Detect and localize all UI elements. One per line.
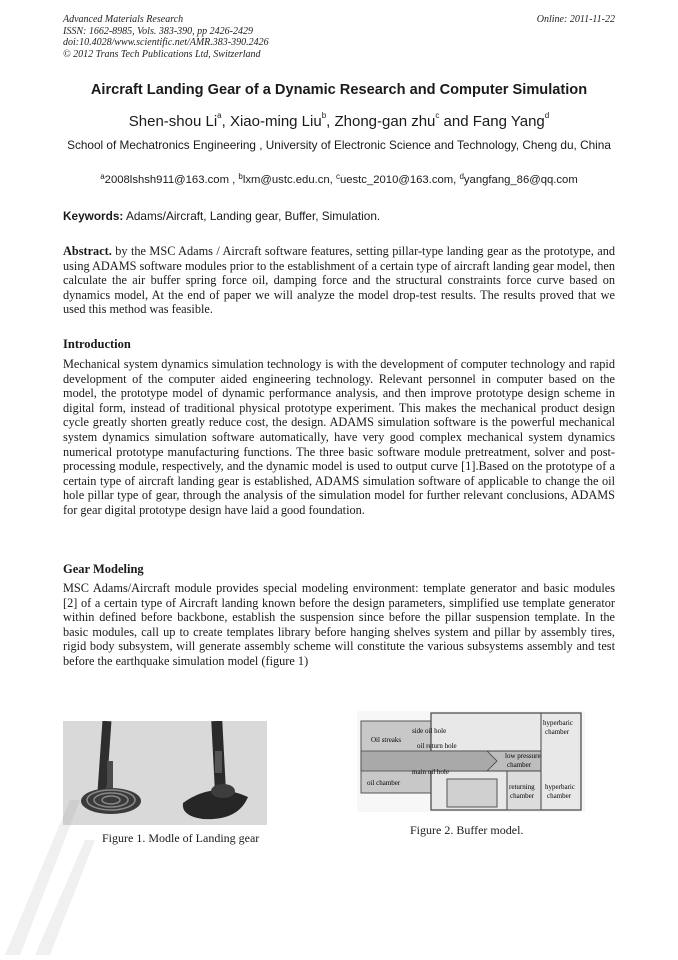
label-hyperbaric-top: hyperbaric [543,719,573,727]
label-side-oil-hole: side oil hole [412,727,447,735]
introduction-heading: Introduction [63,337,131,351]
label-hyperbaric-bottom: hyperbaric [545,783,575,791]
email-address[interactable]: uestc_2010@163.com, [339,174,457,186]
issn-line: ISSN: 1662-8985, Vols. 383-390, pp 2426-2429 [63,25,253,37]
label-low-pressure: low pressure [505,752,541,760]
journal-header [63,14,269,60]
label-chamber-top: chamber [545,728,570,736]
watermark-logo [0,780,140,960]
label-chamber-bottom-2: chamber [547,792,572,800]
abstract-label: Abstract. [63,244,112,258]
introduction-paragraph: Mechanical system dynamics simulation technology is with the development of computer technology and rapid development of the computer aided engineering technology. Relevant personnel in computer based on the model, the prototype model of dynamic performance analysis, and then improve prototype design scheme in digital form, instead of traditional physical prototype experiment. This makes the mechanical product design cycle greatly shorten greatly reduce cost, the design. ADAMS simulation software is the powerful mechanical system dynamics simulation software automatically, have very good complex mechanical system dynamics numerical prototype manufacturing functions. The three basic software module pretreatment, solver and post-processing module, respectively, and the dynamic model is used to output curve [1].Based on the prototype of a certain type of aircraft landing gear is established, ADAMS simulation software of applicable to change the oil hole pillar type of gear, through the analysis of the simulation model for further relevant conclusions, ADAMS for gear digital prototype design have laid a good foundation. [63,357,615,517]
author-mark: b [321,111,327,120]
author-name: Fang Yang [472,113,545,130]
author-separator: , [221,113,230,130]
author-name: Xiao-ming Liu [229,113,322,130]
figure-2-caption: Figure 2. Buffer model. [410,823,524,837]
author-name: Shen-shou Li [128,113,218,130]
keywords-line [63,209,615,223]
author-mark: c [435,111,440,120]
email-mark: a [100,172,105,181]
copyright-line: © 2012 Trans Tech Publications Ltd, Switzerland [63,48,261,60]
author-and: and [439,113,473,130]
author-name: Zhong-gan zhu [334,113,436,130]
gear-modeling-paragraph: MSC Adams/Aircraft module provides special modeling environment: template generator and basic modules [2] of a certain type of Aircraft landing known before the design parameters, simplified use template generator within defined before backbone, establish the suspension since before the pillar suspension template. In the basic modules, call up to create templates library before hanging shelves system and pillar by assembly tires, rigid body subsystem, will generate assembly scheme will constitute the various subsystems assembly and test before the earthquake simulation model (figure 1) [63,581,615,668]
email-mark: c [335,172,340,181]
paper-title: Aircraft Landing Gear of a Dynamic Research and Computer Simulation [90,82,588,98]
email-mark: d [459,172,464,181]
figure-2-diagram [357,711,585,812]
label-returning: returning [509,783,535,791]
affiliation: School of Mechatronics Engineering , University of Electronic Science and Technology, Cheng du, China [67,138,611,152]
figure-1-caption: Figure 1. Modle of Landing gear [102,831,260,845]
label-chamber: chamber [507,761,532,769]
author-separator: , [326,113,335,130]
email-mark: b [238,172,243,181]
doi-line: doi:10.4028/www.scientific.net/AMR.383-390.2426 [63,37,269,48]
email-address[interactable]: lxm@ustc.edu.cn, [242,174,333,186]
label-oil-chamber: oil chamber [367,779,401,787]
author-mark: a [217,111,222,120]
keywords-text: Adams/Aircraft, Landing gear, Buffer, Simulation. [125,209,381,223]
online-date: Online: 2011-11-22 [536,14,615,25]
abstract-text: by the MSC Adams / Aircraft software features, setting pillar-type landing gear as the prototype, and using ADAMS software modules prior to the establishment of a certain type of aircraft landing gear model, then calculate the air buffer spring force oil, damping force and the structural constraints force curve based on dynamics model, At the end of paper we will analyze the model drop-test results. The results proved that we used this method was feasible. [63,244,615,317]
journal-name: Advanced Materials Research [63,14,184,25]
email-list [40,174,638,186]
email-address[interactable]: 2008lshsh911@163.com , [104,174,236,186]
label-oil-return-hole: oil return hole [417,742,457,750]
keywords-label: Keywords: [63,209,124,223]
abstract-paragraph [63,244,615,317]
gear-modeling-heading: Gear Modeling [63,562,144,576]
label-main-oil-hole: main oil hole [412,768,449,776]
author-mark: d [544,111,550,120]
email-address[interactable]: yangfang_86@qq.com [463,174,578,186]
author-list [40,113,638,130]
label-oil-streaks: Oil streaks [371,736,402,744]
label-chamber-bottom: chamber [510,792,535,800]
